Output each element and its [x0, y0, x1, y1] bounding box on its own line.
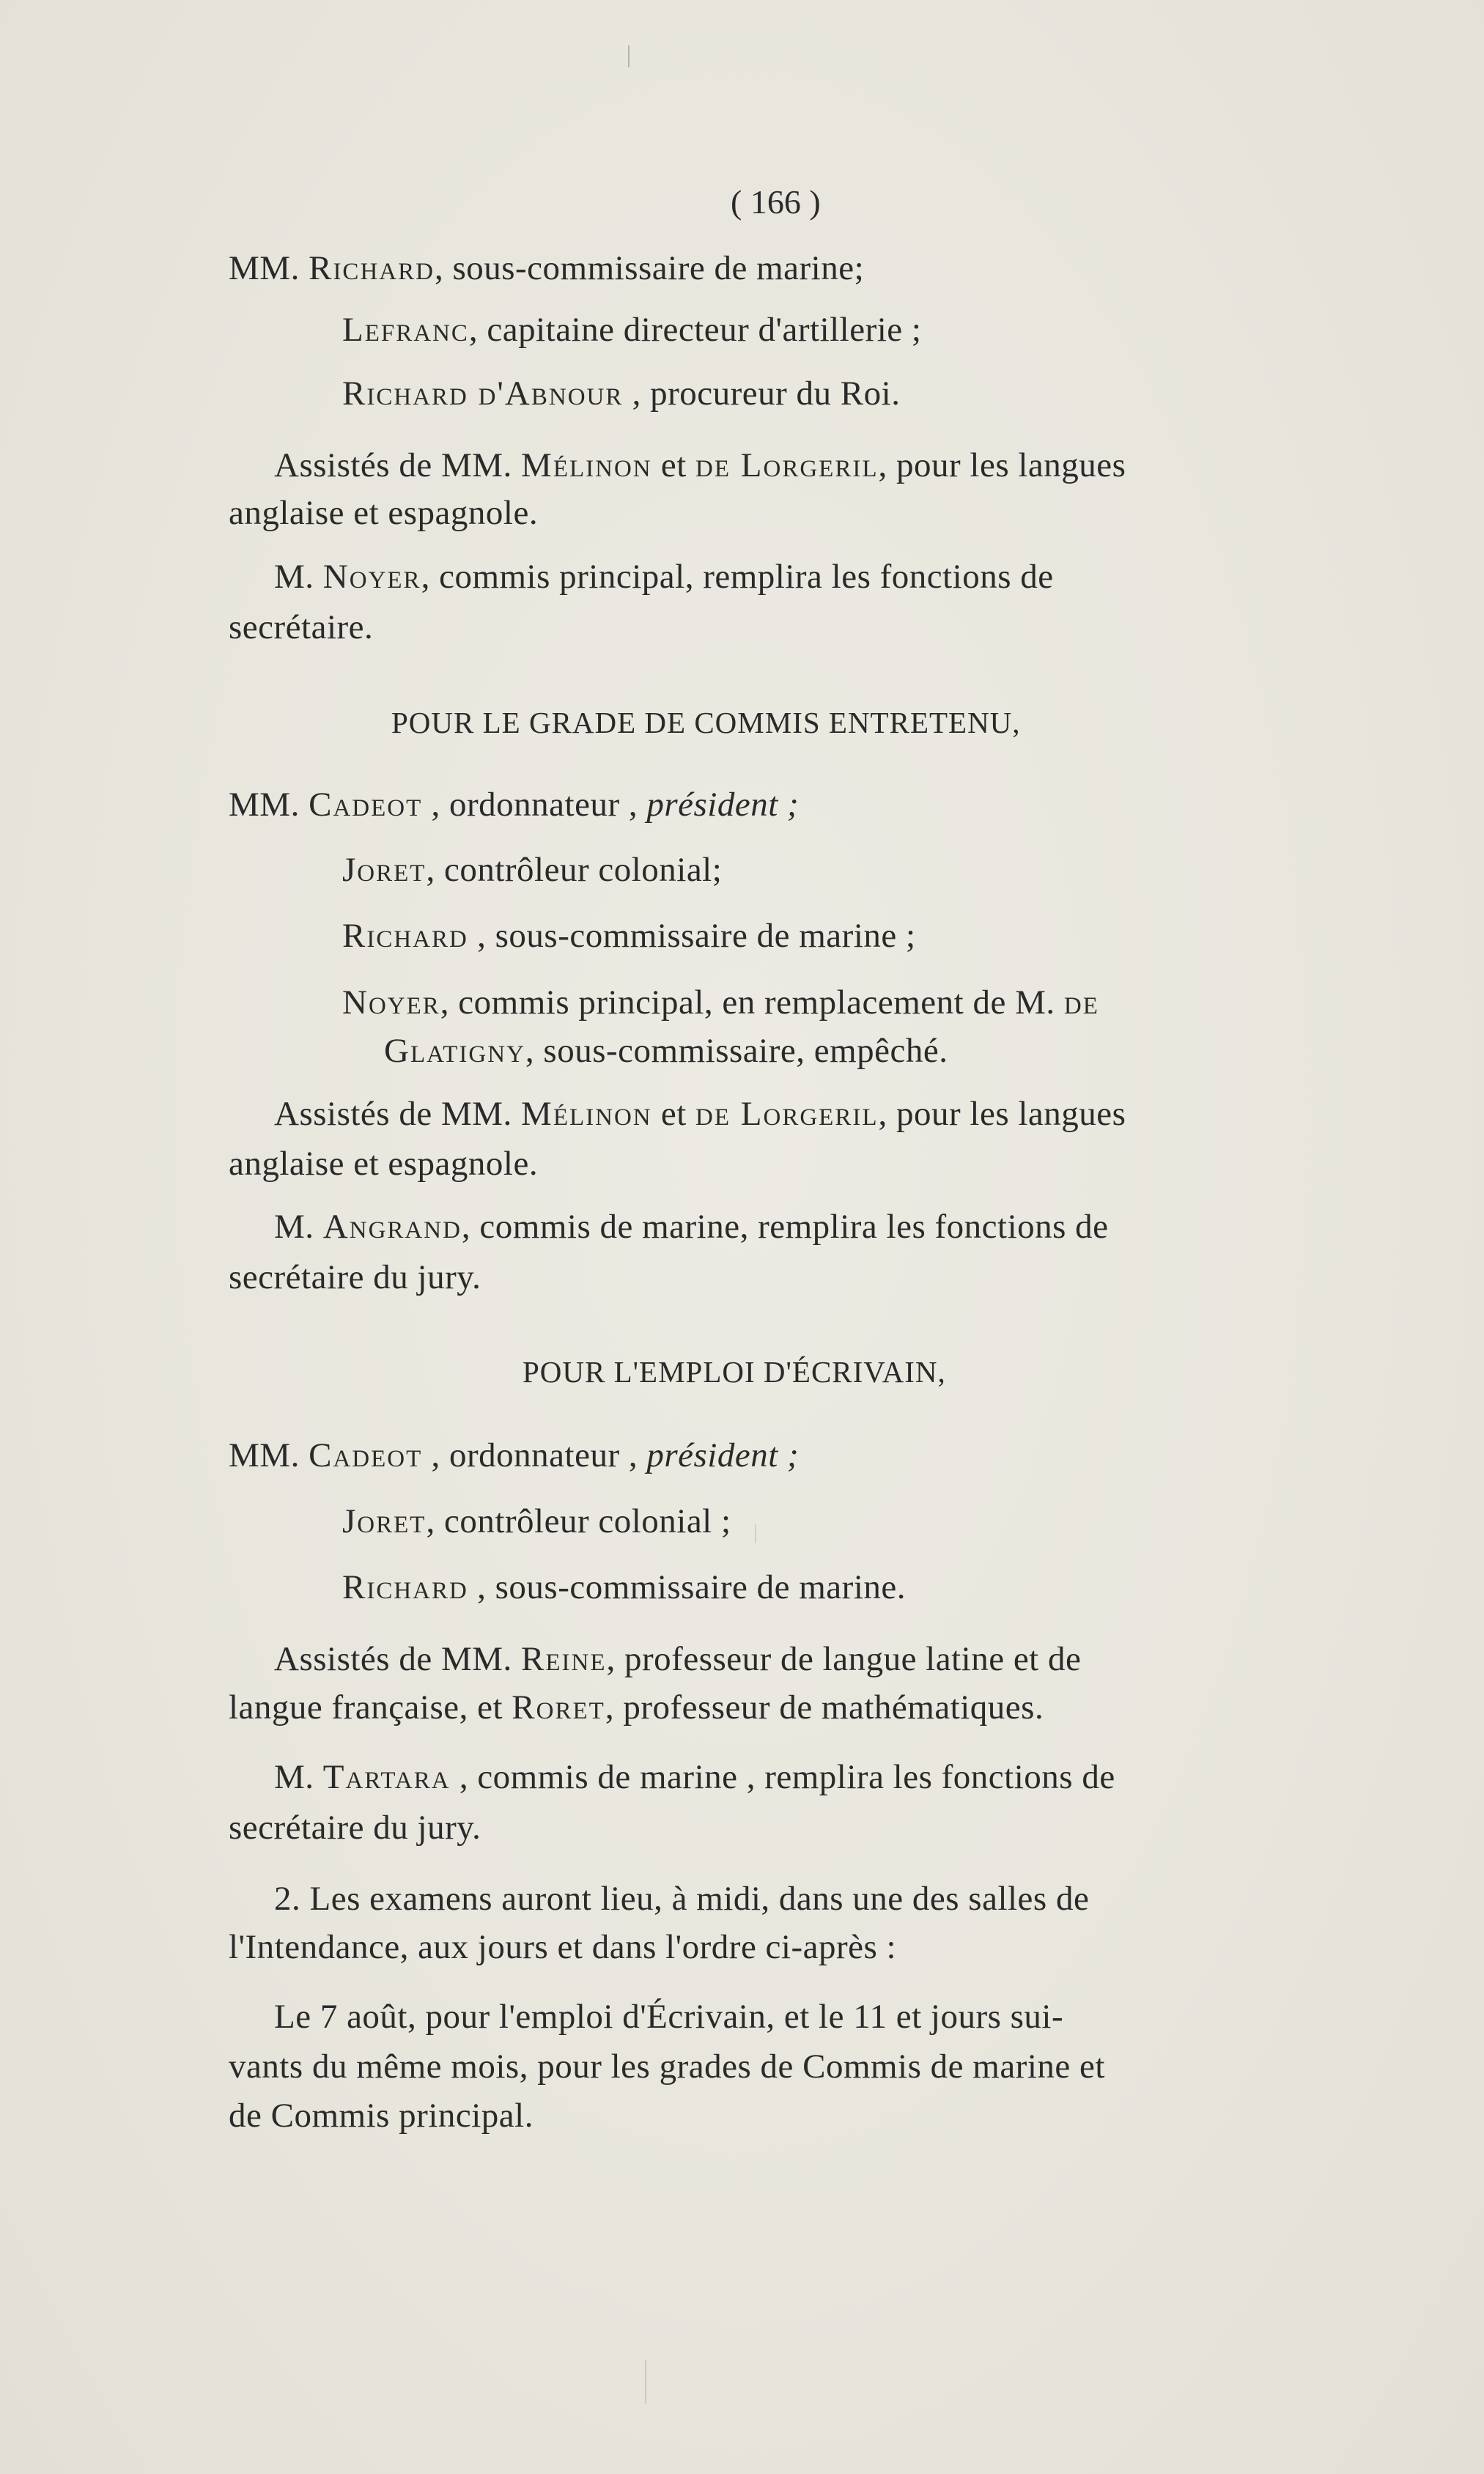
assist-paragraph-continued: anglaise et espagnole. — [229, 1145, 539, 1183]
jury-member-line-continued: Glatigny, sous-commissaire, empêché. — [384, 1032, 948, 1070]
jury-member-line: Joret, contrôleur colonial ; — [342, 1502, 731, 1540]
section-heading: POUR L'EMPLOI D'ÉCRIVAIN, — [523, 1355, 946, 1389]
paper-mark — [755, 1524, 756, 1543]
jury-member-line: Joret, contrôleur colonial; — [342, 851, 723, 889]
secretary-paragraph: M. Angrand, commis de marine, remplira les fonctions de — [274, 1208, 1109, 1246]
section-heading: POUR LE GRADE DE COMMIS ENTRETENU, — [391, 706, 1021, 739]
assist-paragraph: Assistés de MM. Mélinon et de Lorgeril, pour les langues — [274, 1095, 1126, 1133]
paper-mark — [628, 45, 630, 67]
jury-member-line: MM. Cadeot , ordonnateur , président ; — [229, 1436, 800, 1474]
page-number: ( 166 ) — [731, 183, 821, 221]
article-paragraph: Le 7 août, pour l'emploi d'Écrivain, et le 11 et jours sui- — [274, 1998, 1064, 2036]
jury-member-line: Richard d'Abnour , procureur du Roi. — [342, 374, 901, 413]
secretary-paragraph-continued: secrétaire du jury. — [229, 1809, 481, 1847]
secretary-paragraph: M. Noyer, commis principal, remplira les fonctions de — [274, 558, 1054, 596]
article-paragraph-continued: de Commis principal. — [229, 2097, 534, 2135]
secretary-paragraph-continued: secrétaire. — [229, 608, 374, 646]
jury-member-line: Lefranc, capitaine directeur d'artillerie ; — [342, 311, 922, 349]
secretary-paragraph: M. Tartara , commis de marine , remplira les fonctions de — [274, 1758, 1115, 1796]
jury-member-line: Richard , sous-commissaire de marine. — [342, 1568, 906, 1606]
assist-paragraph-continued: anglaise et espagnole. — [229, 494, 539, 532]
assist-paragraph: Assistés de MM. Reine, professeur de langue latine et de — [274, 1640, 1082, 1678]
article-paragraph: 2. Les examens auront lieu, à midi, dans une des salles de — [274, 1880, 1090, 1918]
paper-mark — [645, 2360, 646, 2404]
article-paragraph-continued: vants du même mois, pour les grades de Commis de marine et — [229, 2047, 1105, 2086]
assist-paragraph: Assistés de MM. Mélinon et de Lorgeril, pour les langues — [274, 446, 1126, 484]
assist-paragraph-continued: langue française, et Roret, professeur de mathématiques. — [229, 1688, 1044, 1727]
jury-member-line: MM. Cadeot , ordonnateur , président ; — [229, 786, 800, 824]
secretary-paragraph-continued: secrétaire du jury. — [229, 1258, 481, 1296]
jury-member-line: Richard , sous-commissaire de marine ; — [342, 917, 916, 955]
jury-member-line: Noyer, commis principal, en remplacement de M. de — [342, 983, 1099, 1022]
jury-member-line: MM. Richard, sous-commissaire de marine; — [229, 249, 865, 287]
article-paragraph-continued: l'Intendance, aux jours et dans l'ordre ci-après : — [229, 1928, 897, 1966]
